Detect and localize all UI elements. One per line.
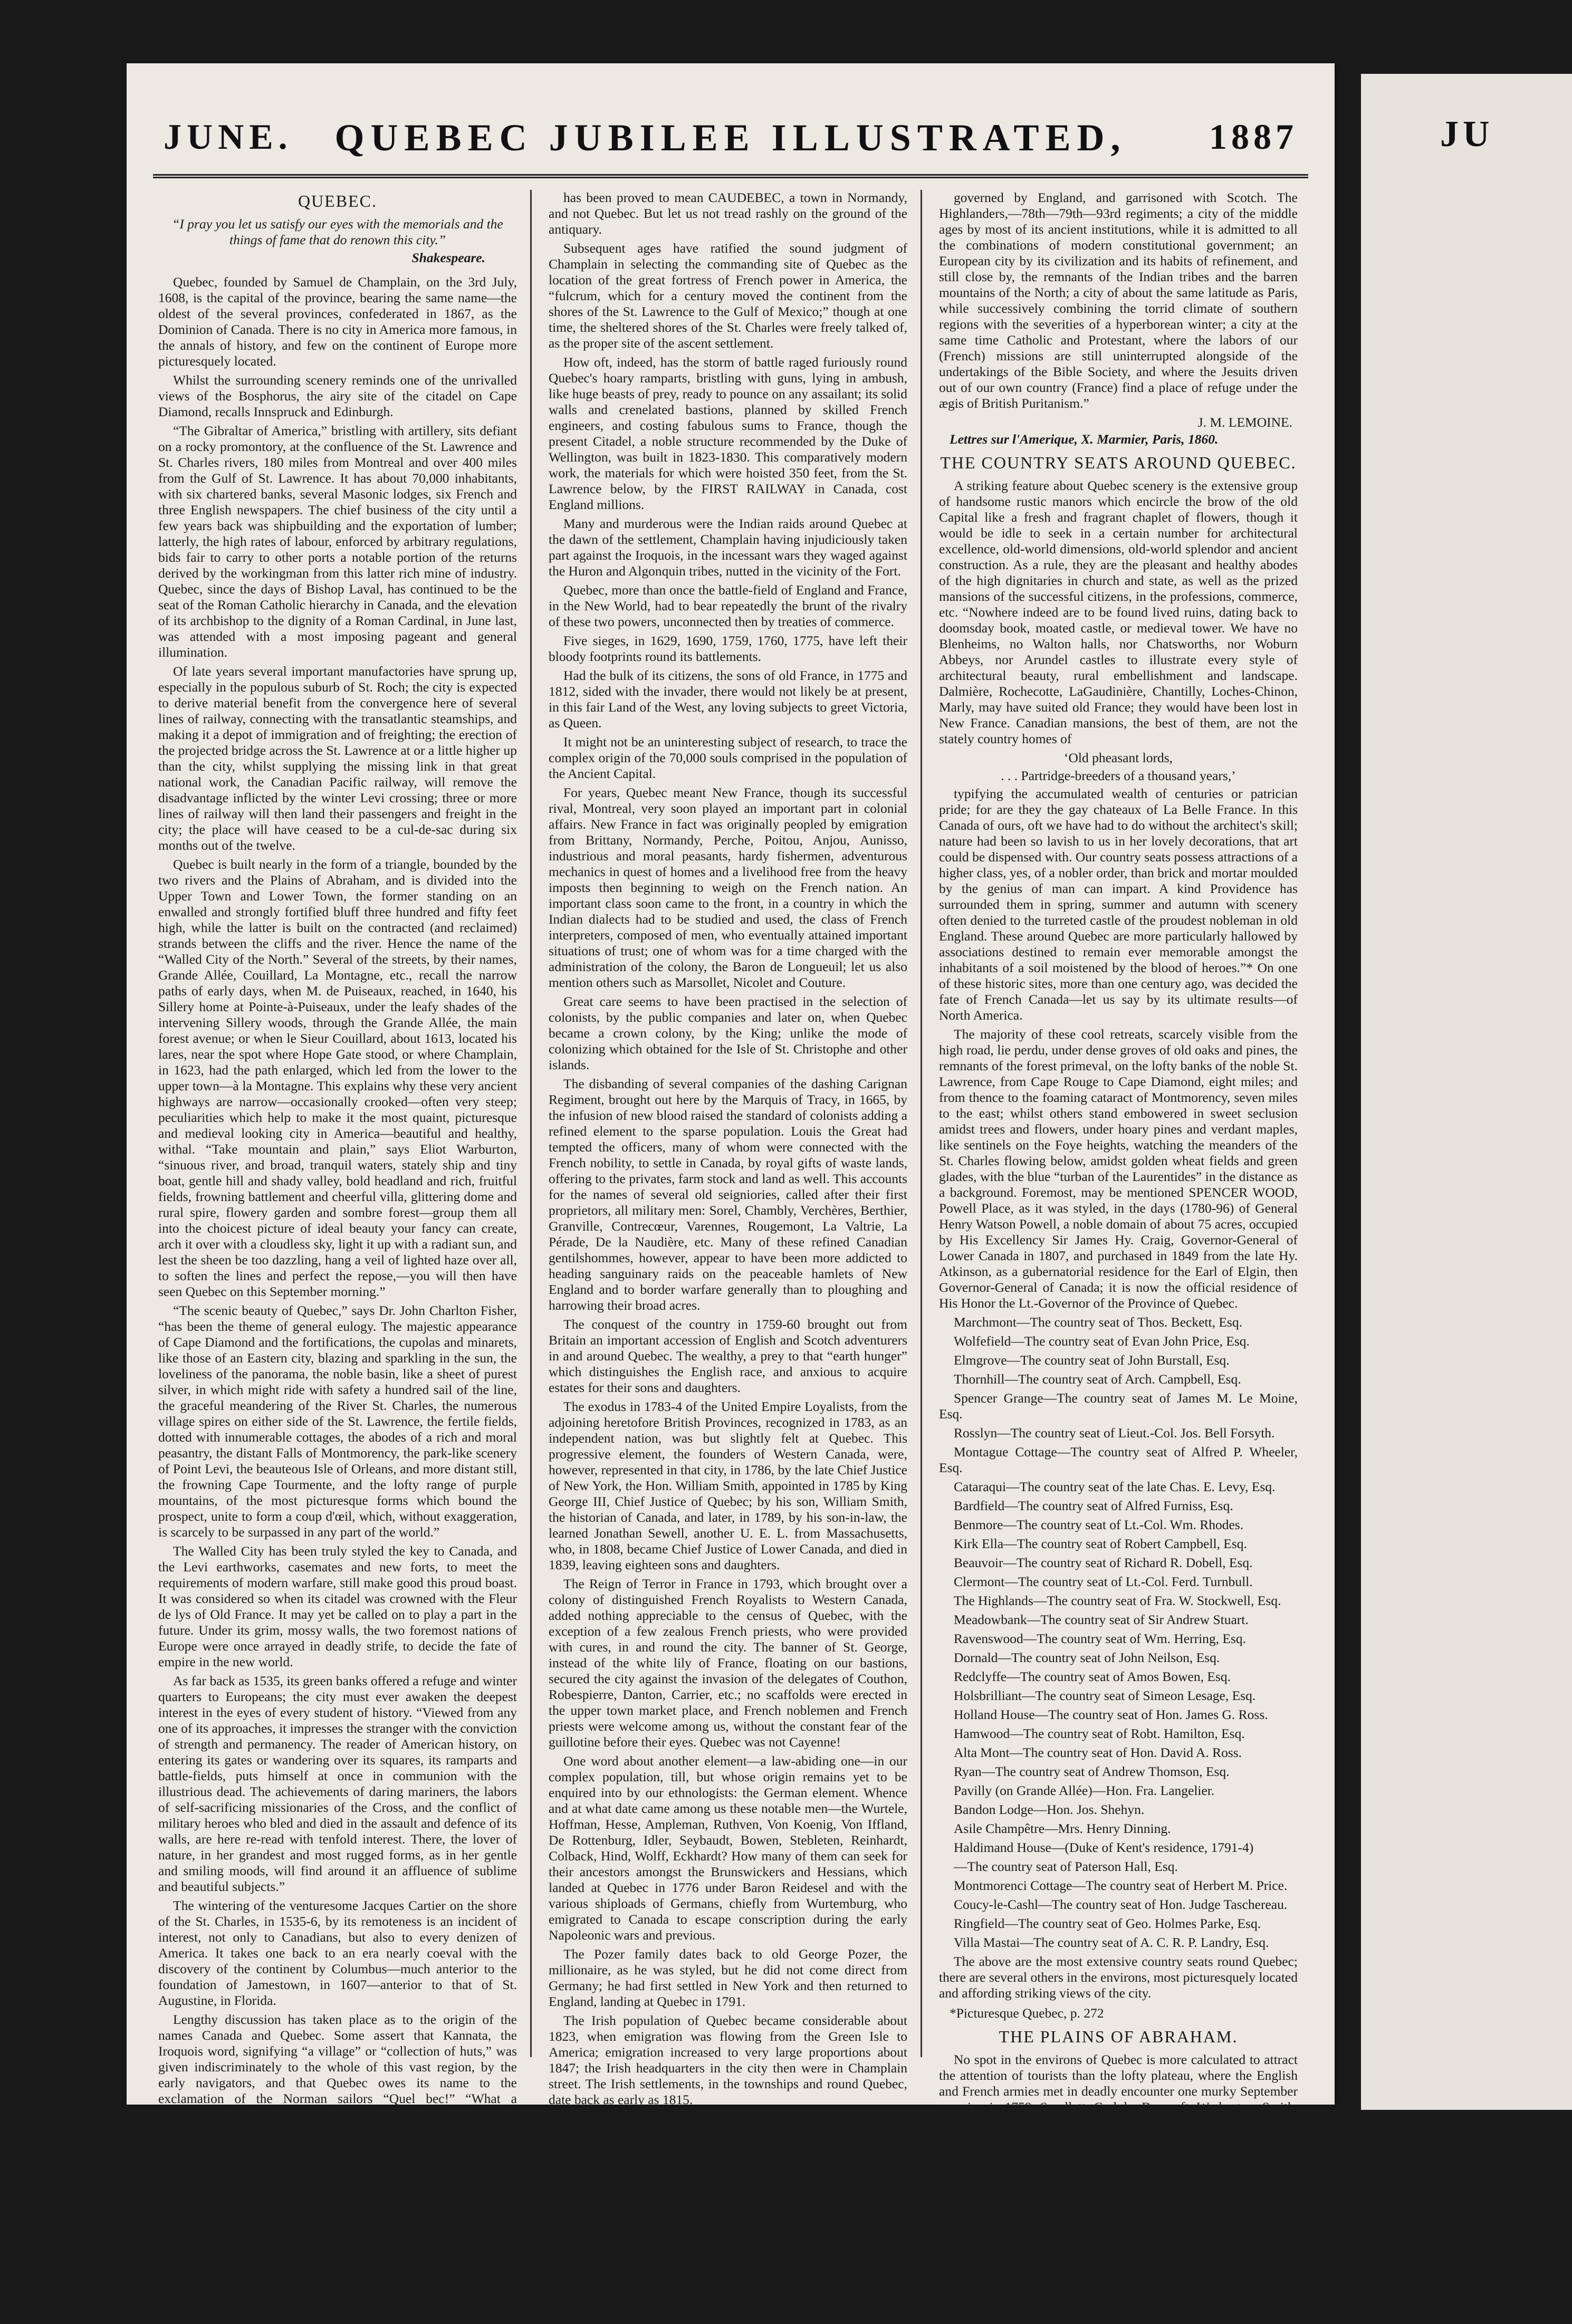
epigraph: “I pray you let us satisfy our eyes with the memorials and the things of fame that do renown this city.” — [172, 216, 503, 247]
paragraph: Quebec is built nearly in the form of a triangle, bounded by the two rivers and the Plains of Abraham, and is divided into the Upper Town and Lower Town, the former standing on an enwalled and strongly fortified bluff three hundred and fifty feet high, while the latter is built on the contracted (and reclaimed) strands between the cliffs and the river. Hence the name of the “Walled City of the North.” Several of the streets, by their names, Grande Allée, Couillard, La Montagne, etc., recall the narrow paths of early days, when M. de Puiseaux, reached, in 1640, his Sillery home at Pointe-à-Puiseaux, under the leafy shades of the intervening Sillery woods, through the Grande Allée, the main forest avenue; or when le Sieur Couillard, about 1613, located his lares, near the spot where Hope Gate stood, or where Champlain, in 1623, had the path enlarged, which led from the lower to the upper town—à la Montagne. This explains why these very ancient highways are narrow—occasionally crooked—often very steep; peculiarities which help to make it the most quaint, picturesque and medieval looking city in America—beautiful and healthy, withal. “Take mountain and plain,” says Eliot Warburton, “sinuous river, and broad, tranquil waters, stately ship and tiny boat, gentle hill and shady valley, bold headland and rich, fruitful fields, frowning battlement and cheerful villa, glittering dome and rural spire, flowery garden and sombre forest—group them all into the choicest picture of ideal beauty your fancy can create, arch it over with a cloudless sky, light it up with a radiant sun, and lest the sheen be too dazzling, hang a veil of lighted haze over all, to soften the lines and perfect the repose,—you will then have seen Quebec on this September morning.” — [158, 857, 517, 1299]
paragraph: The conquest of the country in 1759-60 brought out from Britain an important accession of English and Scotch adventurers in and around Quebec. The wealthy, a prey to that “earth hunger” which distinguishes the English race, and anxious to acquire estates for their sons and daughters. — [549, 1317, 907, 1395]
country-seat-entry: Rosslyn—The country seat of Lieut.-Col. Jos. Bell Forsyth. — [954, 1425, 1275, 1441]
article-body — [939, 190, 1298, 411]
paragraph: “Few cities, says M. Marmier, “offer as many striking contrasts as Quebec, a fortress and a commercial city together, built upon the summit of a rock as the nest of an eagle, while her vessels are everywhere wrinkling the face of the ocean; an American city inhabited by French colonists, — [549, 2212, 907, 2291]
paragraph: has been proved to mean CAUDEBEC, a town in Normandy, and not Quebec. But let us not tread rashly on the ground of the antiquary. — [549, 190, 907, 237]
paragraph: One word about another element—a law-abiding one—in our complex population, till, but whose origin remains yet to be enquired into by our ethnologists: the German element. Whence and at what date came among us these notable men—the Wurtele, Hoffman, Hesse, Ampleman, Ruthven, Von Koenig, Von Iffland, De Rottenburg, Idler, Seybaudt, Bowen, Stebleten, Reinhardt, Colback, Hind, Wolff, Eckhardt? How many of them can seek for their ancestors amongst the Brunswickers and Hessians, which landed at Quebec in 1776 under Baron Reidesel and with the various shiploads of Germans, chiefly from Wurtemburg, who emigrated to Canada to escape conscription during the early Napoleonic wars and previous. — [549, 1753, 907, 1943]
article-body — [158, 274, 517, 2205]
country-seat-entry: Coucy-le-Cashl—The country seat of Hon. Judge Taschereau. — [954, 1897, 1288, 1912]
paragraph: “The scenic beauty of Quebec,” says Dr. John Charlton Fisher, “has been the theme of general eulogy. The majestic appearance of Cape Diamond and the fortifications, the cupolas and minarets, like those of an Eastern city, blazing and sparkling in the sun, the loveliness of the panorama, the noble basin, like a sheet of purest silver, in which might ride with safety a hundred sail of the line, the graceful meandering of the River St. Charles, the numerous village spires on either side of the St. Lawrence, the fertile fields, dotted with innumerable cottages, the abodes of a rich and moral peasantry, the distant Falls of Montmorency, the park-like scenery of Point Levi, the beauteous Isle of Orleans, and more distant still, the frowning Cape Tourmente, and the lofty range of purple mountains, of the most picturesque forms which bound the prospect, unite to form a coup d'œil, which, without exaggeration, is scarcely to be surpassed in any part of the world.” — [158, 1303, 517, 1540]
paragraph: The exodus in 1783-4 of the United Empire Loyalists, from the adjoining heretofore British Provinces, recognized in 1783, as an independent nation, was but slightly felt at Quebec. This progressive element, the founders of Western Canada, were, however, represented in that city, in 1786, by the late Chief Justice of New York, the Hon. William Smith, appointed in 1785 by King George III, Chief Justice of Quebec; by his son, William Smith, the historian of Canada, and later, in 1789, by his son-in-law, the learned Jonathan Sewell, another U. E. L. from Massachusetts, who, in 1808, became Chief Justice of Lower Canada, and died in 1839, leaving eighteen sons and daughters. — [549, 1399, 907, 1572]
country-seat-entry: Dornald—The country seat of John Neilson, Esq. — [954, 1650, 1220, 1665]
country-seat-entry: Spencer Grange—The country seat of James M. Le Moine, Esq. — [939, 1390, 1298, 1422]
country-seat-entry: Villa Mastai—The country seat of A. C. R. P. Landry, Esq. — [954, 1935, 1269, 1950]
column-1 — [158, 190, 517, 2204]
paragraph: How oft, indeed, has the storm of battle raged furiously round Quebec's hoary ramparts, bristling with guns, lying in ambush, like huge beasts of prey, ready to pounce on any assailant; its solid walls and crenelated bastions, planned by skilled French engineers, and costing fabulous sums to France, though the present Citadel, a noble structure recommended by the Duke of Wellington, was built in 1823-1830. This comparatively modern work, the materials for which were hoisted 350 feet, from the St. Lawrence below, by the FIRST RAILWAY in Canada, cost England millions. — [549, 354, 907, 512]
paragraph: The wintering of the venturesome Jacques Cartier on the shore of the St. Charles, in 1535-6, by its remoteness is an incident of interest, not only to Canadians, but also to every denizen of America. It takes one back to an era nearly coeval with the discovery of the continent by Columbus—much anterior to the foundation of Jamestown, in 1607—anterior to that of St. Augustine, in Florida. — [158, 1898, 517, 2008]
paragraph: A fanciful derivation is that attributed to the Spanish word a-ca-nada, NOTHING HERE, uttered by some Spanish sailors on viewing the sterile aspect of some headland. The Suffolk seal inscription, pictured by Hawkins, — [158, 2141, 517, 2204]
column-2 — [549, 190, 907, 2291]
country-seat-entry: Asile Champêtre—Mrs. Henry Dinning. — [954, 1821, 1171, 1836]
country-seat-entry: Thornhill—The country seat of Arch. Campbell, Esq. — [954, 1371, 1241, 1387]
article-body — [549, 190, 907, 2291]
adjacent-page-header: JU — [1440, 114, 1494, 155]
country-seat-entry: Redclyffe—The country seat of Amos Bowen, Esq. — [954, 1669, 1231, 1684]
paragraph: Lengthy discussion has taken place as to the origin of the names Canada and Quebec. Some assert that Kannata, the Iroquois word, signifying “a village” or “collection of huts,” was given indiscriminately to the whole of this vast region, by the early navigators, and that Quebec owes its name to the exclamation of the Norman sailors “Quel bec!” “What a promontory!” whilst others with good reason think it was derived from a word in the Algonquin language signifying “a straight.” — [158, 2012, 517, 2138]
country-seat-entry: Pavilly (on Grande Allée)—Hon. Fra. Langelier. — [954, 1783, 1215, 1798]
country-seat-entry: Hamwood—The country seat of Robt. Hamilton, Esq. — [954, 1726, 1245, 1741]
page-header — [153, 111, 1308, 178]
author-signature: J. M. LEMOINE. — [1197, 415, 1292, 430]
country-seat-entry: Beauvoir—The country seat of Richard R. Dobell, Esq. — [954, 1555, 1253, 1570]
country-seat-entry: The Highlands—The country seat of Fra. W. Stockwell, Esq. — [954, 1593, 1281, 1608]
paragraph: typifying the accumulated wealth of centuries or patrician pride; for are they the gay chateaux of La Belle France. In this Canada of ours, oft we have had to do without the architect's skill; nature had been so lavish to us in her lovely decorations, that art could be dispensed with. Our country seats possess attractions of a higher class, yes, of a nobler order, than brick and mortar moulded by the genius of man can impart. A kind Providence has surrounded them in spring, summer and autumn with scenery often denied to the turreted castle of the proudest nobleman in old England. These around Quebec are more particularly hallowed by associations destined to remain ever memorable amongst the inhabitants of a soil moistened by the blood of heroes.”* On one of these historic sites, more than one century ago, was decided the fate of French Canada—let us say by its ultimate results—of North America. — [939, 786, 1298, 1023]
paragraph: Many and murderous were the Indian raids around Quebec at the dawn of the settlement, Champlain having injudiciously taken part against the Iroquois, in the incessant wars they waged against the Huron and Algonquin tribes, nutted in the vicinity of the Fort. — [549, 516, 907, 579]
country-seat-entry: Meadowbank—The country seat of Sir Andrew Stuart. — [954, 1612, 1249, 1627]
column-rule — [530, 190, 532, 2057]
paragraph: The disbanding of several companies of the dashing Carignan Regiment, brought out here by the Marquis of Tracy, in 1665, by the infusion of new blood raised the standard of colonists adding a refined element to the sparse population. Louis the Great had tempted the officers, many of whom were connected with the French nobility, to settle in Canada, by royal gifts of waste lands, offering to the privates, farm stock and land as well. This accounts for the names of several old seigniories, called after their first proprietors, all military men: Sorel, Chambly, Verchères, Berthier, Granville, Contrecœur, Varennes, Rougemont, La Valtrie, La Pérade, De la Naudière, etc. Many of these refined Canadian gentilshommes, however, appear to have been more addicted to heading sanguinary raids on the peaceable hamlets of New England and to border warfare generally than to ploughing and harrowing their broad acres. — [549, 1076, 907, 1313]
paragraph: The Walled City has been truly styled the key to Canada, and the Levi earthworks, casemates and new forts, to meet the requirements of modern warfare, still make good this proud boast. It was considered so when its citadel was crowned with the Fleur de lys of Old France. It may yet be called on to play a part in the future. Under its grim, mossy walls, the two foremost nations of Europe were once arrayed in deadly strife, to decide the fate of empire in the new world. — [158, 1543, 517, 1669]
paragraph: A striking feature about Quebec scenery is the extensive group of handsome rustic manors which encircle the brow of the old Capital like a fresh and fragrant chaplet of flowers, though it would be idle to seek in a certain number for architectural excellence, old-world dimensions, old-world splendor and ancient construction. As a rule, they are the pleasant and healthy abodes of the high dignitaries in church and state, as well as the prized mansions of the successful citizens, in the professions, commerce, etc. “Nowhere indeed are to be found lived ruins, dating back to doomsday book, moated castle, or medieval tower. We have no Blenheims, no Walton halls, nor Chatsworths, nor Woburn Abbeys, nor Arundel castles to illustrate every style of architectural beauty, rural embellishment and landscape. Dalmière, Rochecotte, LaGaudinière, Chantilly, Loches-Chinon, Marly, may have suited old France; they would have been lost in New France. Canadian mansions, the best of them, are not the stately country homes of — [939, 478, 1298, 746]
verse-line: . . . Partridge-breeders of a thousand years,’ — [1001, 768, 1236, 783]
paragraph: The Irish population of Quebec became considerable about 1823, when emigration was flowing from the Green Isle to America; emigration increased to very large proportions about 1847; the Irish headquarters in the city then were in Champlain street. The Irish settlements, in the townships and round Quebec, date back as early as 1815. — [549, 2013, 907, 2107]
header-month: JUNE. — [164, 117, 293, 157]
paragraph: Quebec, founded by Samuel de Champlain, on the 3rd July, 1608, is the capital of the province, bearing the same name—the oldest of the several provinces, confederated in 1867, as the Dominion of Canada. There is no city in America more famous, in the annals of history, and few on the continent of Europe more picturesquely located. — [158, 274, 517, 369]
country-seat-entry: Ravenswood—The country seat of Wm. Herring, Esq. — [954, 1631, 1247, 1646]
paragraph: Whilst the surrounding scenery reminds one of the unrivalled views of the Bosphorus, the airy site of the citadel on Cape Diamond, recalls Innspruck and Edinburgh. — [158, 372, 517, 419]
adjacent-page — [1361, 74, 1572, 2110]
country-seats-list — [939, 1314, 1298, 1951]
country-seat-entry: Elmgrove—The country seat of John Burstall, Esq. — [954, 1352, 1230, 1368]
footnote: *Picturesque Quebec, p. 272 — [950, 2005, 1104, 2021]
country-seat-entry: Haldimand House—(Duke of Kent's residence, 1791-4) — [954, 1840, 1254, 1855]
country-seat-entry: Benmore—The country seat of Lt.-Col. Wm. Rhodes. — [954, 1517, 1244, 1532]
country-seat-entry: Clermont—The country seat of Lt.-Col. Ferd. Turnbull. — [954, 1574, 1253, 1589]
paragraph: Had the bulk of its citizens, the sons of old France, in 1775 and 1812, sided with the invader, there would not likely be at present, in this fair Land of the West, any loving subjects to greet Victoria, as Queen. — [549, 668, 907, 731]
country-seat-entry: Bandon Lodge—Hon. Jos. Shehyn. — [954, 1802, 1145, 1817]
article-body — [939, 2052, 1298, 2324]
article-title-country-seats: THE COUNTRY SEATS AROUND QUEBEC. — [940, 453, 1297, 472]
paragraph: It might not be an uninteresting subject of research, to trace the complex origin of the 70,000 souls comprised in the population of the Ancient Capital. — [549, 734, 907, 781]
paragraph: Great care seems to have been practised in the selection of colonists, by the public companies and later on, when Quebec became a crown colony, by the King; unlike the mode of colonizing which obtained for the Isle of St. Christophe and other islands. — [549, 994, 907, 1072]
header-year: 1887 — [1209, 117, 1298, 157]
column-rule — [921, 190, 922, 2057]
paragraph: The Pozer family dates back to old George Pozer, the millionaire, as he was styled, but he did not come direct from Germany; he had first settled in New York and then returned to England, landing at Quebec in 1791. — [549, 1946, 907, 2009]
paragraph: No spot in the environs of Quebec is more calculated to attract the attention of tourists than the lofty plateau, where the English and French armies met in deadly encounter one murky September morning in 1759. Smollett, Carlyle, Bancroft, Warburton, Smith, Hawkins, Garneau, Ferland, Beatson, Miles and other historians have vied with one another to furnish graphic accounts of this famous battle; these plains, covering about 32 acres, were so called after an old Scotchman, Abraham Martin, described in old titles as Maitre Abraham Martin dit l'Ecossais, pilot on the St. Lawrence to the French King. — [939, 2052, 1298, 2210]
signature-source: Lettres sur l'Amerique, X. Marmier, Paris, 1860. — [950, 431, 1219, 447]
country-seat-entry: Bardfield—The country seat of Alfred Furniss, Esq. — [954, 1498, 1233, 1513]
paragraph: The Reign of Terror in France in 1793, which brought over a colony of distinguished French Royalists to Western Canada, added nothing appreciable to the census of Quebec, with the exception of a few zealous French priests, who were provided with cures, in and round the city. The banner of St. George, instead of the white lily of France, floating on our bastions, secured the city against the invasion of the delegates of Couthon, Robespierre, Danton, Carrier, etc.; no scaffolds were erected in the upper town market place, and French noblemen and French priests were welcome among us, without the constant fear of the guillotine before their eyes. Quebec was not Cayenne! — [549, 1576, 907, 1750]
paragraph: Of late years several important manufactories have sprung up, especially in the populous suburb of St. Roch; the city is expected to derive material benefit from the convergence here of several lines of railway, connecting with the transatlantic steamships, and making it a depot of immigration and of freighting; the erection of the projected bridge across the St. Lawrence at or a little higher up than the city, whilst supplying the missing link in that great national work, the Canadian Pacific railway, will remove the disadvantage inflicted by the winter Levi crossing; three or more lines of railway will then land their passengers and freight in the city; the place will have ceased to be a cul-de-sac during six months out of the twelve. — [158, 664, 517, 853]
country-seat-entry: Montague Cottage—The country seat of Alfred P. Wheeler, Esq. — [939, 1444, 1298, 1475]
paragraph: Quebec, more than once the battle-field of England and France, in the New World, had to bear repeatedly the brunt of the rivalry of these two powers, unconnected then by treaties of commerce. — [549, 582, 907, 629]
header-title: QUEBEC JUBILEE ILLUSTRATED, — [334, 117, 1127, 159]
paragraph: Subsequent ages have ratified the sound judgment of Champlain in selecting the commanding site of Quebec as the location of the great fortress of French power in America, the “fulcrum, which for a century moved the continent from the shores of the St. Lawrence to the Gulf of Mexico;” though at one time, the sheltered shores of the St. Charles were freely talked of, as the proper site of the ascent settlement. — [549, 241, 907, 351]
country-seat-entry: Marchmont—The country seat of Thos. Beckett, Esq. — [954, 1314, 1242, 1330]
article-body — [939, 478, 1298, 747]
country-seat-entry: Holsbrilliant—The country seat of Simeon Lesage, Esq. — [954, 1688, 1256, 1703]
newspaper-page — [127, 63, 1335, 2323]
paragraph: “The Gibraltar of America,” bristling with artillery, sits defiant on a rocky promontory, at the confluence of the St. Lawrence and St. Charles rivers, 180 miles from Montreal and over 400 miles from the Gulf of St. Lawrence. It has about 70,000 inhabitants, with six chartered banks, several Masonic lodges, six French and three English newspapers. The chief business of the city until a few years back was shipbuilding and the exportation of lumber; latterly, the high rates of labour, enforced by arbitrary regulations, bids fair to carry to other ports a notable portion of the returns derived by the workingman from this latter rich mine of industry. Quebec, since the days of Bishop Laval, has continued to be the seat of the Roman Catholic hierarchy in Canada, and the elevation of its archbishop to the dignity of a Roman Cardinal, in June last, was attended with a most imposing pageant and general illumination. — [158, 423, 517, 660]
epigraph-attribution: Shakespeare. — [411, 250, 485, 265]
paragraph: The area is bounded to the south by the summit of the cape overlooking the St. Lawrence; to the west, by the Sillery woods; to the north, by the St. Louis road; and to the east, by a loftier plateau, extending to the foot of the present citadel: formerly, the plains are supposed to have comprised to the north the whole of the intervening expanse as far as the Ste. Foye road, and even beyond. — [939, 2213, 1298, 2323]
country-seat-entry: Montmorenci Cottage—The country seat of Herbert M. Price. — [954, 1878, 1288, 1893]
paragraph: governed by England, and garrisoned with Scotch. The Highlanders,—78th—79th—93rd regiments; a city of the middle ages by most of its ancient institutions, while it is admitted to all the combinations of modern constitutional government; an European city by its civilization and its habits of refinement, and still close by, the remnants of the Indian tribes and the barren mountains of the North; a city of about the same latitude as Paris, while successively combining the torrid climate of southern regions with the severities of a hyperborean winter; a city at the same time Catholic and Protestant, where the labors of our (French) missions are still uninterrupted alongside of the undertakings of the Bible Society, and where the Jesuits driven out of our own country (France) find a place of refuge under the ægis of British Puritanism.” — [939, 190, 1298, 411]
paragraph: Five sieges, in 1629, 1690, 1759, 1760, 1775, have left their bloody footprints round its battlements. — [549, 633, 907, 664]
country-seat-entry: Holland House—The country seat of Hon. James G. Ross. — [954, 1707, 1268, 1722]
paragraph: The great bulk of the population of the city still French, is not by any means oblivious of the fatherland, beyond the seas. — [549, 2177, 907, 2208]
country-seat-entry: Alta Mont—The country seat of Hon. David A. Ross. — [954, 1745, 1242, 1760]
country-seat-entry: Kirk Ella—The country seat of Robert Campbell, Esq. — [954, 1536, 1247, 1551]
closing-paragraph: The above are the most extensive country seats round Quebec; there are several others in the environs, most picturesquely located and affording striking views of the city. — [939, 1954, 1298, 2001]
country-seat-entry: —The country seat of Paterson Hall, Esq. — [954, 1859, 1178, 1874]
column-3 — [939, 190, 1298, 2323]
country-seat-entry: Ringfield—The country seat of Geo. Holmes Parke, Esq. — [954, 1916, 1261, 1931]
paragraph: As far back as 1535, its green banks offered a refuge and winter quarters to Europeans; the city must ever awaken the deepest interest in the eyes of every student of history. “Viewed from any one of its approaches, it impresses the stranger with the conviction of strength and permanency. The reader of American history, on entering its gates or wandering over its squares, its ramparts and battle-fields, puts himself at once in communion with the illustrious dead. The achievements of daring mariners, the labors of self-sacrificing missionaries of the Cross, and the conflict of military heroes who bled and died in the assault and defence of its walls, are here re-read with tenfold interest. There, the lover of nature, in her grandest and most rugged forms, as in her gentle and smiling moods, will find around it an affluence of sublime and beautiful subjects.” — [158, 1673, 517, 1894]
verse-line: ‘Old pheasant lords, — [1063, 750, 1173, 765]
article-title-quebec: QUEBEC. — [298, 191, 377, 210]
paragraph: The majority of these cool retreats, scarcely visible from the high road, lie perdu, under dense groves of old oaks and pines, the remnants of the forest primeval, on the lofty banks of the noble St. Lawrence, from Cape Rouge to Cape Diamond, eight miles; and from thence to the foaming cataract of Montmorency, seven miles to the east; whilst others stand embowered in sweet seclusion amidst trees and flowers, under hoary pines and verdant maples, like sentinels on the Foye heights, watching the meanders of the St. Charles flowing below, amidst golden wheat fields and green glades, with the blue “turban of the Laurentides” in the distance as a background. Foremost, may be mentioned SPENCER WOOD, Powell Place, as it was styled, in the days (1780-96) of General Henry Watson Powell, a noble domain of about 75 acres, occupied by His Excellency Sir James Hy. Craig, Governor-General of Lower Canada in 1807, and purchased in 1849 from the late Hy. Atkinson, as a gubernatorial residence for the Earl of Elgin, then Governor-General of Canada; it is now the official residence of His Honor the Lt.-Governor of the Province of Quebec. — [939, 1026, 1298, 1311]
paragraph: For years, Quebec meant New France, though its successful rival, Montreal, very soon played an important part in colonial affairs. New France in fact was originally peopled by emigration from Brittany, Normandy, Perche, Poitou, Anjou, Aunisso, industrious and moral peasants, hardy fishermen, adventurous mechanics in quest of homes and a livelihood free from the heavy imposts then beginning to weigh on the French nation. An important class soon came to the front, in a country in which the Indian dialects had to be studied and used, the class of French interpreters, composed of men, who eventually attained important situations of trust; one of whom was for a time charged with the administration of the colony, the Baron de Longueuil; let us also mention others such as Marsollet, Nicolet and Couture. — [549, 785, 907, 990]
country-seat-entry: Ryan—The country seat of Andrew Thomson, Esq. — [954, 1764, 1230, 1779]
paragraph: They grew in importance and numbers, under the wise guidance of a venerated priest, the Revd. Father McMahon, living in amity with their English neighbors; they founded a national society in 1835. — [549, 2111, 907, 2174]
country-seat-entry: Wolfefield—The country seat of Evan John Price, Esq. — [954, 1333, 1250, 1349]
country-seat-entry: Cataraqui—The country seat of the late Chas. E. Levy, Esq. — [954, 1479, 1276, 1494]
article-title-plains: THE PLAINS OF ABRAHAM. — [999, 2027, 1238, 2046]
article-body — [939, 786, 1298, 1311]
